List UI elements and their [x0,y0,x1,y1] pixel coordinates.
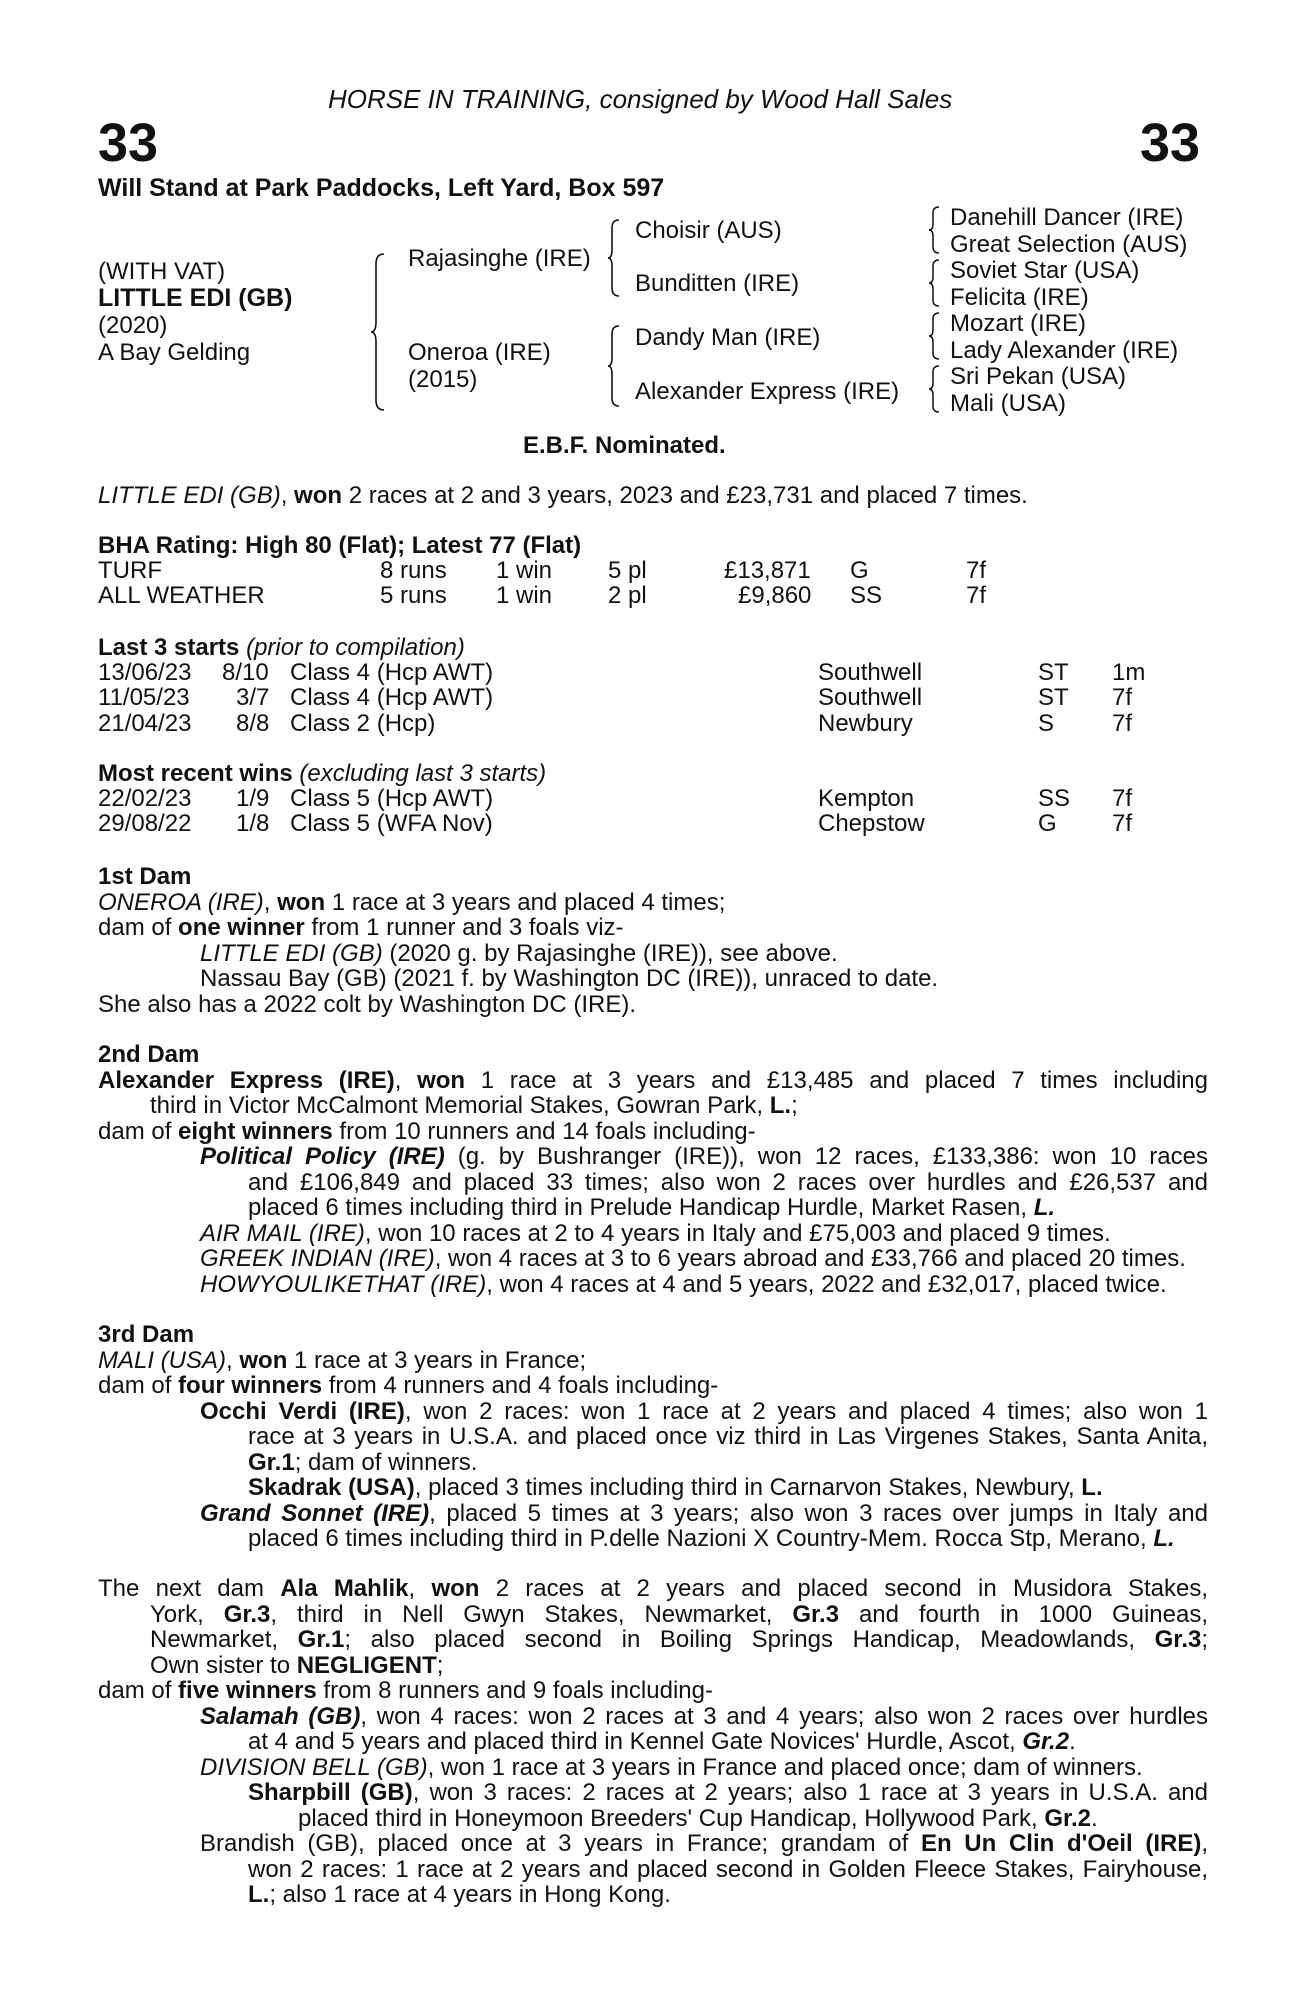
table-row: 22/02/23 1/9 Class 5 (Hcp AWT) Kempton SS 7f [98,785,1133,812]
grandparent-2: Great Selection (AUS) [950,231,1188,258]
grandparent-5: Mozart (IRE) [950,310,1087,337]
grandparent-6: Lady Alexander (IRE) [950,337,1179,364]
recent-wins-table [98,786,1198,838]
section-heading: 2nd Dam [98,1041,200,1068]
last-starts-title: Last 3 starts (prior to compilation) [98,634,465,661]
grand-brace-3 [928,311,942,361]
grand-brace-1 [928,205,942,255]
table-row: 29/08/22 1/8 Class 5 (WFA Nov) Chepstow G 7f [98,810,1133,837]
section-heading: 3rd Dam [98,1321,195,1348]
ebf-nominated: E.B.F. Nominated. [523,432,726,459]
grand-brace-2 [928,258,942,308]
third-dam-section: 3rd Dam MALI (USA), won 1 race at 3 years in France; dam of four winners from 4 runners and 4 foals including- Occhi Verdi (IRE), won 2 races: won 1 race at 2 years and placed 4 times; also won 1 race at 3 years in U.S.A. and placed once viz third in Las Virgenes Stakes, Santa Anita, Gr.1; dam of winners. Skadrak (USA), placed 3 times including third in Carnarvon Stakes, Newbury, L. Grand Sonnet (IRE), placed 5 times at 3 years; also won 3 races over jumps in Italy and placed 6 times including third in P.delle Nazioni X Country-Mem. Rocca Stp, Merano, L. [98,1321,1208,1552]
lot-number-right: 33 [1140,113,1201,173]
sire-dam: Bunditten (IRE) [635,270,800,297]
first-dam-section: 1st Dam ONEROA (IRE), won 1 race at 3 years and placed 4 times; dam of one winner from 1 runner and 3 foals viz- LITTLE EDI (GB) (2020 g. by Rajasinghe (IRE)), see above. Nassau Bay (GB) (2021 f. by Washington DC (IRE)), unraced to date. She also has a 2022 colt by Washington DC (IRE). [98,864,1208,1017]
horse-name: LITTLE EDI (GB) [98,284,293,312]
grand-brace-4 [928,364,942,414]
dam-dam: Alexander Express (IRE) [635,378,900,405]
table-row: 13/06/23 8/10 Class 4 (Hcp AWT) Southwell ST 1m [98,659,1146,686]
section-heading: 1st Dam [98,863,192,890]
lot-number-left: 33 [98,113,159,173]
rating-row-turf: TURF 8 runs 1 win 5 pl £13,871 G 7f [98,557,987,584]
dam-year: (2015) [408,366,478,393]
pedigree-brace-main [370,252,390,412]
sire-brace [607,218,623,298]
sire-name: Rajasinghe (IRE) [408,245,591,272]
table-row: 11/05/23 3/7 Class 4 (Hcp AWT) Southwell ST 7f [98,684,1133,711]
grandparent-1: Danehill Dancer (IRE) [950,204,1184,231]
next-dam-section: The next dam Ala Mahlik, won 2 races at 2 years and placed second in Musidora Stakes, York, Gr.3, third in Nell Gwyn Stakes, Newmarket, Gr.3 and fourth in 1000 Guineas, Newmarket, Gr.1; also placed second in Boiling Springs Handicap, Meadowlands, Gr.3; Own sister to NEGLIGENT; dam of five winners from 8 runners and 9 foals including- Salamah (GB), won 4 races: won 2 races at 3 and 4 years; also won 2 races over hurdles at 4 and 5 years and placed third in Kennel Gate Novices' Hurdle, Ascot, Gr.2. DIVISION BELL (GB), won 1 race at 3 years in France and placed once; dam of winners. Sharpbill (GB), won 3 races: 2 races at 2 years; also 1 race at 3 years in U.S.A. and placed third in Honeymoon Breeders' Cup Handicap, Hollywood Park, Gr.2. Brandish (GB), placed once at 3 years in France; grandam of En Un Clin d'Oeil (IRE), won 2 races: 1 race at 2 years and placed second in Golden Fleece Stakes, Fairyhouse, L.; also 1 race at 4 years in Hong Kong. [98,1575,1209,1908]
foaling-year: (2020) [98,312,168,339]
vat-label: (WITH VAT) [98,258,226,285]
second-dam-section: 2nd Dam Alexander Express (IRE), won 1 race at 3 years and £13,485 and placed 7 times including third in Victor McCalmont Memorial Stakes, Gowran Park, L.; dam of eight winners from 10 runners and 14 foals including- Political Policy (IRE) (g. by Bushranger (IRE)), won 12 races, £133,386: won 10 races and £106,849 and placed 33 times; also won 2 races over hurdles and £26,537 and placed 6 times including third in Prelude Handicap Hurdle, Market Rasen, L. AIR MAIL (IRE), won 10 races at 2 to 4 years in Italy and £75,003 and placed 9 times. GREEK INDIAN (IRE), won 4 races at 3 to 6 years abroad and £33,766 and placed 20 times. HOWYOULIKETHAT (IRE), won 4 races at 4 and 5 years, 2022 and £32,017, placed twice. [98,1041,1208,1298]
table-row: 21/04/23 8/8 Class 2 (Hcp) Newbury S 7f [98,710,1133,737]
stand-location: Will Stand at Park Paddocks, Left Yard, Box 597 [98,174,665,202]
last-starts-table [98,660,1198,738]
horse-description: A Bay Gelding [98,339,251,366]
bha-rating-title: BHA Rating: High 80 (Flat); Latest 77 (Flat) [98,532,582,559]
dam-sire: Dandy Man (IRE) [635,324,821,351]
recent-wins-title: Most recent wins (excluding last 3 starts) [98,760,547,787]
catalogue-header: HORSE IN TRAINING, consigned by Wood Hall Sales [328,84,953,114]
grandparent-7: Sri Pekan (USA) [950,363,1127,390]
rating-row-all-weather: ALL WEATHER 5 runs 1 win 2 pl £9,860 SS 7f [98,582,987,609]
grandparent-4: Felicita (IRE) [950,284,1089,311]
sire-sire: Choisir (AUS) [635,217,782,244]
rating-table [98,558,1198,610]
grandparent-8: Mali (USA) [950,390,1067,417]
grandparent-3: Soviet Star (USA) [950,257,1140,284]
dam-brace [607,324,623,408]
dam-name: Oneroa (IRE) [408,339,551,366]
race-summary: LITTLE EDI (GB), won 2 races at 2 and 3 years, 2023 and £23,731 and placed 7 times. [98,482,1028,509]
